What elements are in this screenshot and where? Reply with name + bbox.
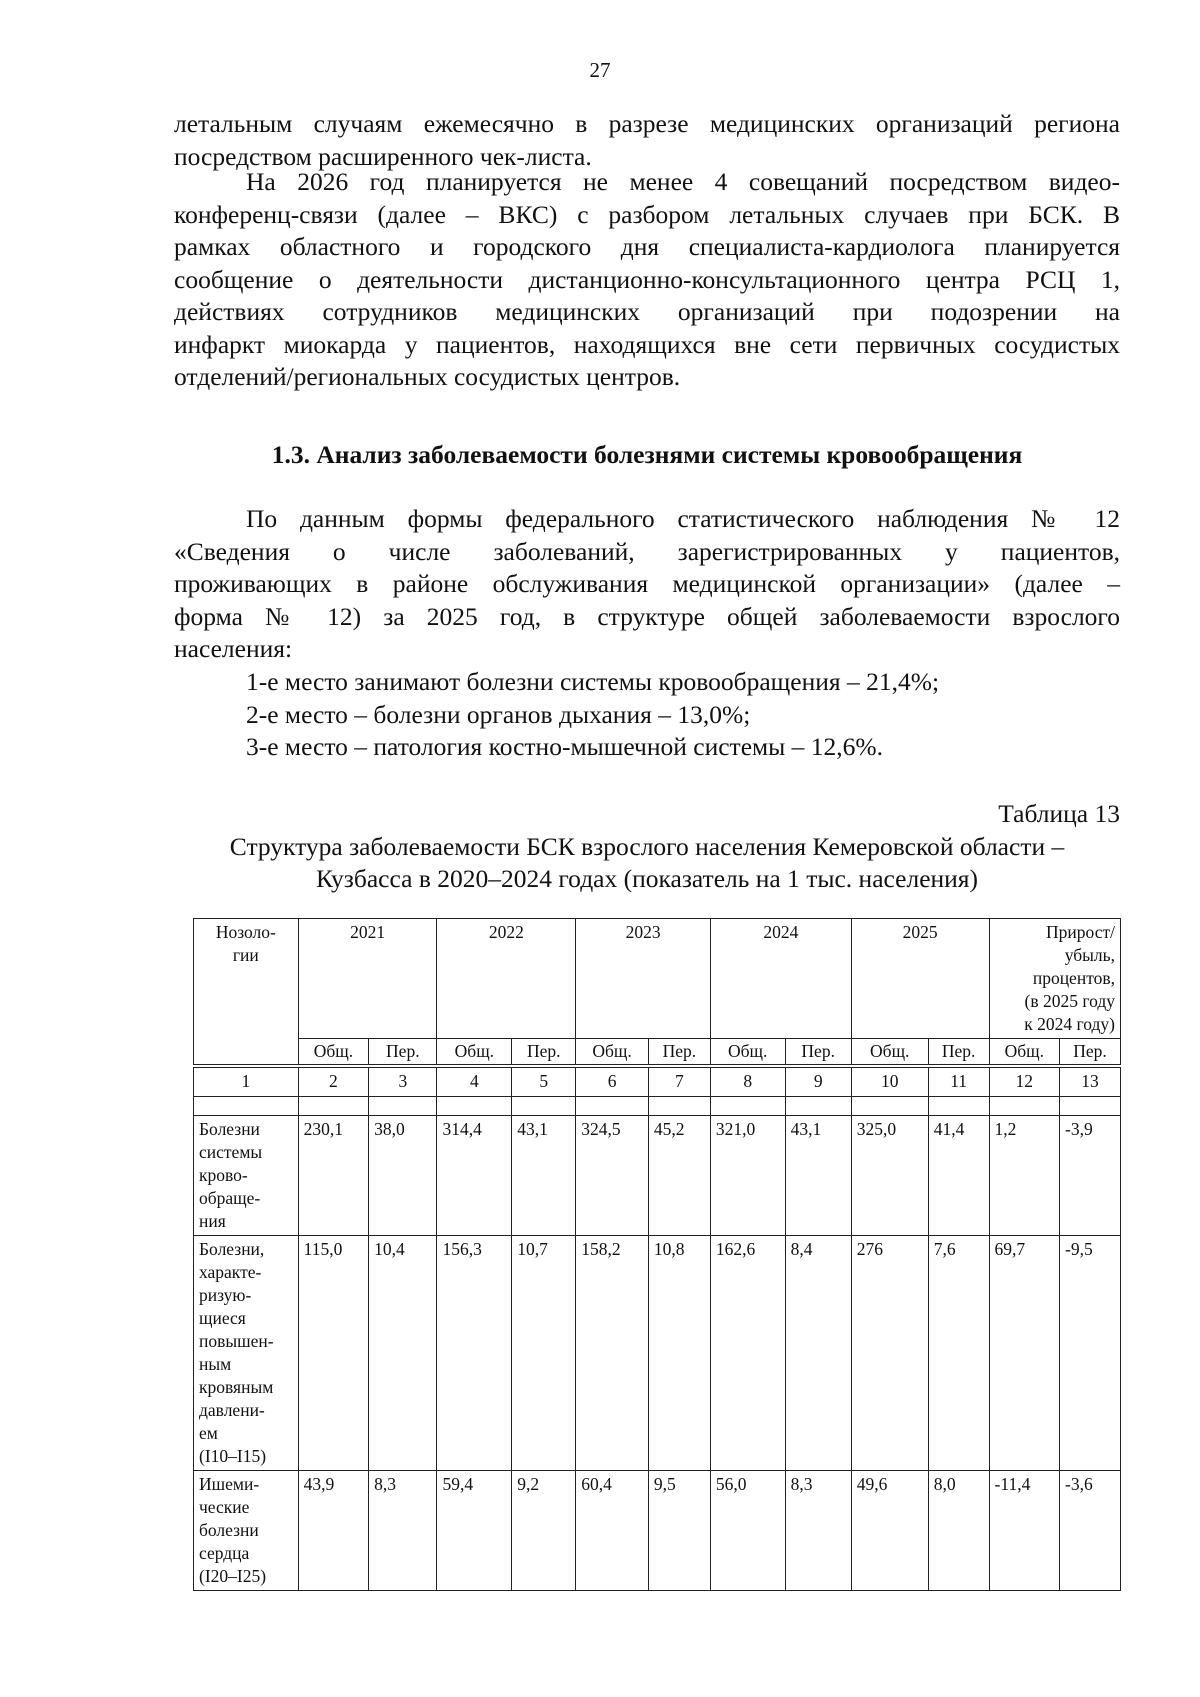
text-line: «Сведения о числе заболеваний, зарегистрированных у пациентов, xyxy=(174,536,1120,566)
header-sub-total: Общ. xyxy=(710,1039,785,1065)
header-sub-total: Общ. xyxy=(437,1039,512,1065)
header-sub-primary: Пер. xyxy=(785,1039,851,1065)
text-line: По данным формы федерального статистического наблюдения № 12 xyxy=(246,504,1120,533)
cell-value: 10,8 xyxy=(648,1236,710,1471)
cell-value: 8,3 xyxy=(369,1471,437,1591)
header-sub-primary: Пер. xyxy=(648,1039,710,1065)
text-line: сообщение о деятельности дистанционно-консультационного центра РСЦ 1, xyxy=(174,264,1120,294)
text-line: отделений/региональных сосудистых центров. xyxy=(174,362,681,391)
header-sub-primary: Пер. xyxy=(928,1039,989,1065)
header-year: 2025 xyxy=(851,919,989,1039)
cell-value: 49,6 xyxy=(851,1471,928,1591)
cell-value: 325,0 xyxy=(851,1116,928,1236)
column-number: 12 xyxy=(989,1068,1059,1097)
page-number: 27 xyxy=(589,58,611,82)
cell-value: 9,5 xyxy=(648,1471,710,1591)
cell-value: -11,4 xyxy=(989,1471,1059,1591)
header-sub-total: Общ. xyxy=(298,1039,368,1065)
text-line: На 2026 год планируется не менее 4 совещаний посредством видео- xyxy=(246,167,1120,196)
paragraph-form-12 xyxy=(174,503,1120,666)
cell-value: 56,0 xyxy=(710,1471,785,1591)
header-sub-total: Общ. xyxy=(851,1039,928,1065)
row-name: Болезни системы крово- обраще- ния xyxy=(194,1116,299,1236)
cell-value: 321,0 xyxy=(710,1116,785,1236)
cell-value: 7,6 xyxy=(928,1236,989,1471)
cell-value: 8,0 xyxy=(928,1471,989,1591)
cell-value: 115,0 xyxy=(298,1236,368,1471)
table-spacer xyxy=(194,1097,299,1116)
column-number: 2 xyxy=(298,1068,368,1097)
table-title-line: Кузбасса в 2020–2024 годах (показатель на 1 тыс. населения) xyxy=(315,864,979,893)
text-line: проживающих в районе обслуживания медицинской организации» (далее – xyxy=(174,569,1120,598)
column-number: 13 xyxy=(1060,1068,1121,1097)
cell-value: 43,9 xyxy=(298,1471,368,1591)
cell-value: 156,3 xyxy=(437,1236,512,1471)
text-line: конференц-связи (далее – ВКС) с разбором летальных случаев при БСК. В xyxy=(174,199,1120,229)
text-line: рамках областного и городского дня специалиста-кардиолога планируется xyxy=(174,232,1120,261)
header-sub-total: Общ. xyxy=(989,1039,1059,1065)
header-year: 2023 xyxy=(576,919,711,1039)
column-number: 4 xyxy=(437,1068,512,1097)
cell-value: 10,7 xyxy=(512,1236,576,1471)
header-nosology: Нозоло- гии xyxy=(194,919,299,1065)
table-row xyxy=(194,1471,1121,1591)
cell-value: 45,2 xyxy=(648,1116,710,1236)
cell-value: 43,1 xyxy=(512,1116,576,1236)
cell-value: 9,2 xyxy=(512,1471,576,1591)
cell-value: 158,2 xyxy=(576,1236,649,1471)
cell-value: -9,5 xyxy=(1060,1236,1121,1471)
column-number: 11 xyxy=(928,1068,989,1097)
cell-value: 162,6 xyxy=(710,1236,785,1471)
header-year: 2021 xyxy=(298,919,437,1039)
header-sub-primary: Пер. xyxy=(369,1039,437,1065)
column-number: 6 xyxy=(576,1068,649,1097)
header-year: 2024 xyxy=(710,919,851,1039)
column-number: 8 xyxy=(710,1068,785,1097)
cell-value: -3,9 xyxy=(1060,1116,1121,1236)
header-sub-primary: Пер. xyxy=(1060,1039,1121,1065)
cell-value: 8,4 xyxy=(785,1236,851,1471)
column-number: 7 xyxy=(648,1068,710,1097)
cell-value: -3,6 xyxy=(1060,1471,1121,1591)
table-number: Таблица 13 xyxy=(998,799,1120,828)
text-line: действиях сотрудников медицинских организаций при подозрении на xyxy=(174,297,1120,326)
paragraph-continuation xyxy=(174,108,1120,173)
text-line: форма № 12) за 2025 год, в структуре общей заболеваемости взрослого xyxy=(174,601,1120,631)
text-line: посредством расширенного чек-листа. xyxy=(174,141,592,171)
cell-value: 60,4 xyxy=(576,1471,649,1591)
column-number-row xyxy=(194,1068,1121,1097)
cell-value: 59,4 xyxy=(437,1471,512,1591)
cell-value: 314,4 xyxy=(437,1116,512,1236)
table-title-line: Структура заболеваемости БСК взрослого населения Кемеровской области – xyxy=(229,832,1065,861)
row-name: Болезни, характе- ризую- щиеся повышен- ным кровяным давлени- ем (I10–I15) xyxy=(194,1236,299,1471)
cell-value: 69,7 xyxy=(989,1236,1059,1471)
cell-value: 8,3 xyxy=(785,1471,851,1591)
table-row xyxy=(194,1116,1121,1236)
cell-value: 10,4 xyxy=(369,1236,437,1471)
table-row xyxy=(194,1236,1121,1471)
ranking-item: 2-е место – болезни органов дыхания – 13,0%; xyxy=(246,699,751,729)
header-sub-primary: Пер. xyxy=(512,1039,576,1065)
cell-value: 41,4 xyxy=(928,1116,989,1236)
header-growth: Прирост/ убыль, процентов, (в 2025 году к 2024 году) xyxy=(989,919,1120,1039)
header-year: 2022 xyxy=(437,919,576,1039)
column-number: 10 xyxy=(851,1068,928,1097)
header-sub-total: Общ. xyxy=(576,1039,649,1065)
cell-value: 43,1 xyxy=(785,1116,851,1236)
cell-value: 38,0 xyxy=(369,1116,437,1236)
morbidity-ranking-list xyxy=(246,666,939,764)
text-line: населения: xyxy=(174,634,293,663)
column-number: 9 xyxy=(785,1068,851,1097)
text-line: инфаркт миокарда у пациентов, находящихся вне сети первичных сосудистых xyxy=(174,329,1120,359)
cell-value: 324,5 xyxy=(576,1116,649,1236)
morbidity-table xyxy=(193,918,1121,1591)
text-line: летальным случаям ежемесячно в разрезе медицинских организаций региона xyxy=(174,109,1120,138)
section-heading: 1.3. Анализ заболеваемости болезнями системы кровообращения xyxy=(271,440,1023,469)
paragraph-vks-plan xyxy=(174,166,1120,394)
cell-value: 230,1 xyxy=(298,1116,368,1236)
ranking-item: 1-е место занимают болезни системы кровообращения – 21,4%; xyxy=(246,667,940,696)
column-number: 3 xyxy=(369,1068,437,1097)
column-number: 1 xyxy=(194,1068,299,1097)
cell-value: 1,2 xyxy=(989,1116,1059,1236)
row-name: Ишеми- ческие болезни сердца (I20–I25) xyxy=(194,1471,299,1591)
ranking-item: 3-е место – патология костно-мышечной системы – 12,6%. xyxy=(246,732,884,761)
column-number: 5 xyxy=(512,1068,576,1097)
table-title xyxy=(174,831,1120,895)
cell-value: 276 xyxy=(851,1236,928,1471)
